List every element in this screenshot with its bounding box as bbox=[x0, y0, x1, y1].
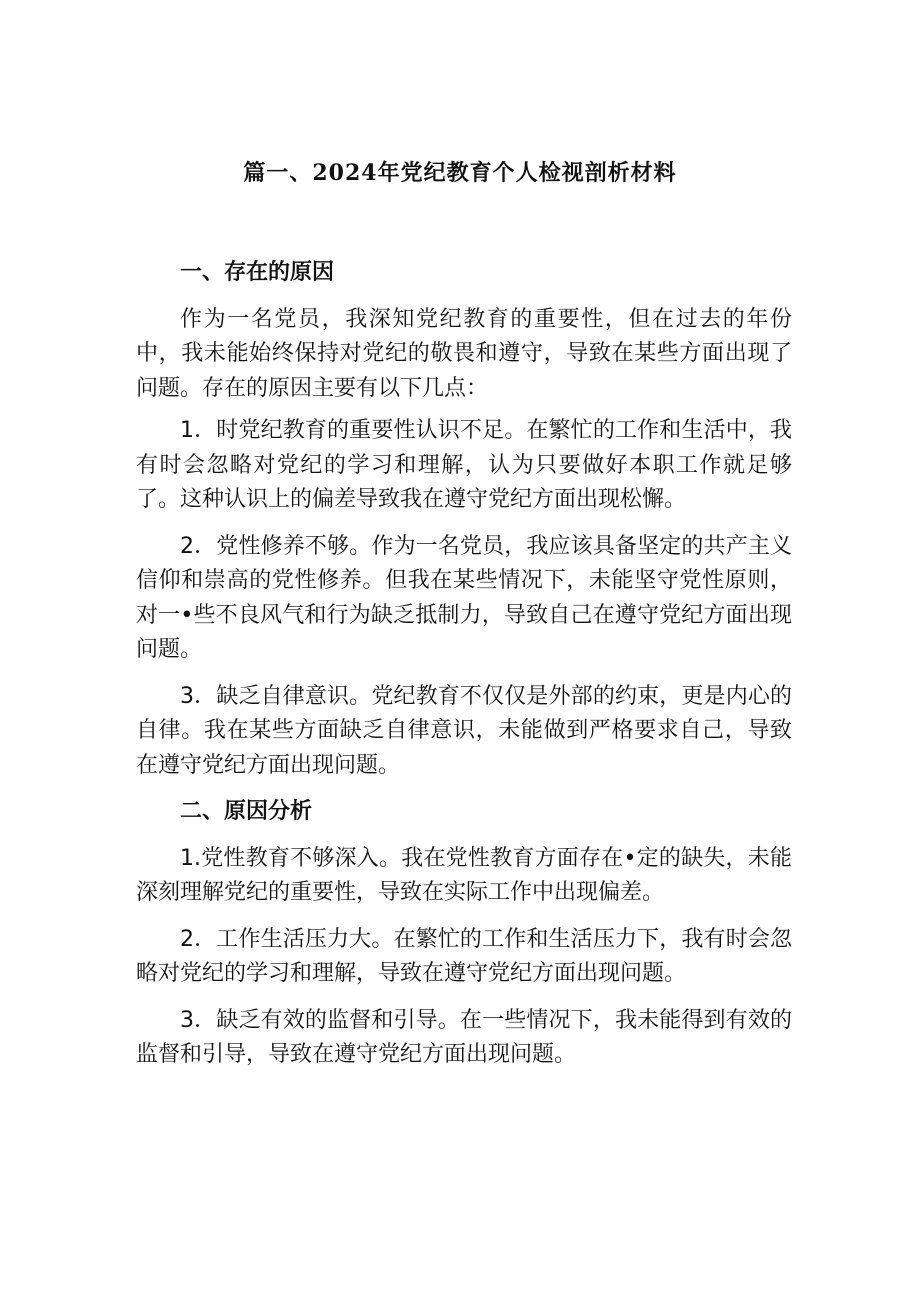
section-heading-1: 一、存在的原因 bbox=[180, 260, 335, 285]
section-1-intro: 作为一名党员，我深知党纪教育的重要性，但在过去的年份中，我未能始终保持对党纪的敬畏和遵守，导致在某些方面出现了问题。存在的原因主要有以下几点： bbox=[136, 306, 792, 401]
section-2-item-2: 2．工作生活压力大。在繁忙的工作和生活压力下，我有时会忽略对党纪的学习和理解，导致在遵守党纪方面出现问题。 bbox=[136, 926, 792, 986]
section-1-item-1: 1．时党纪教育的重要性认识不足。在繁忙的工作和生活中，我有时会忽略对党纪的学习和理解，认为只要做好本职工作就足够了。这种认识上的偏差导致我在遵守党纪方面出现松懈。 bbox=[136, 418, 792, 512]
document-title: 篇一、2024年党纪教育个人检视剖析材料 bbox=[243, 160, 677, 186]
section-1-item-2: 2．党性修养不够。作为一名党员，我应该具备坚定的共产主义信仰和崇高的党性修养。但我在某些情况下，未能坚守党性原则，对一•些不良风气和行为缺乏抵制力，导致自己在遵守党纪方面出现问题。 bbox=[136, 533, 792, 662]
section-2-item-1: 1.党性教育不够深入。我在党性教育方面存在•定的缺失，未能深刻理解党纪的重要性，导致在实际工作中出现偏差。 bbox=[136, 845, 792, 905]
document-body bbox=[136, 256, 792, 1085]
section-2-item-3: 3．缺乏有效的监督和引导。在一些情况下，我未能得到有效的监督和引导，导致在遵守党纪方面出现问题。 bbox=[136, 1007, 792, 1067]
section-1-item-3: 3．缺乏自律意识。党纪教育不仅仅是外部的约束，更是内心的自律。我在某些方面缺乏自律意识，未能做到严格要求自己，导致在遵守党纪方面出现问题。 bbox=[136, 683, 792, 778]
section-heading-2: 二、原因分析 bbox=[180, 799, 313, 824]
